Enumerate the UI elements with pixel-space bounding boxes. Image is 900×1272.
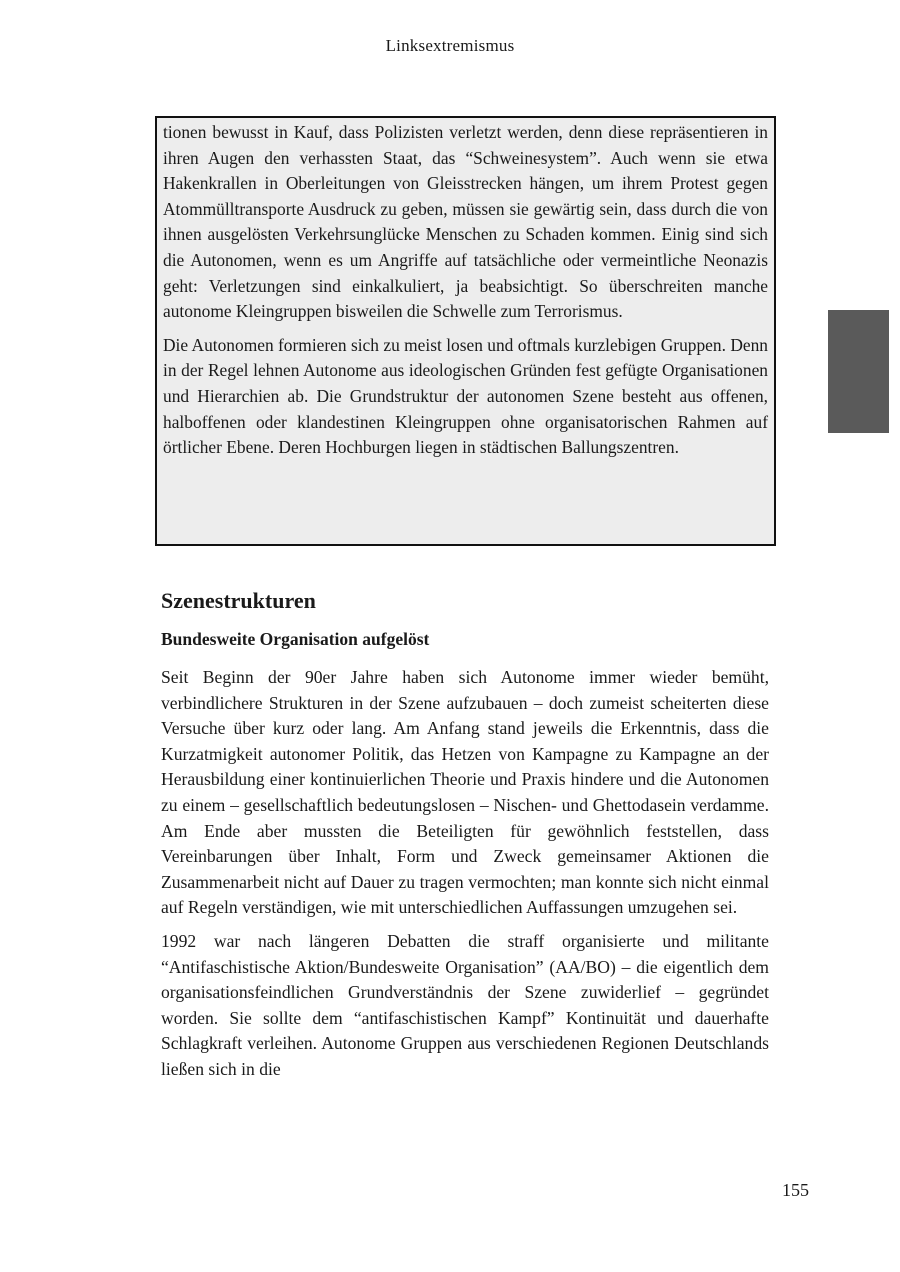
running-header: Linksextremismus bbox=[385, 36, 515, 55]
box-paragraph-2: Die Autonomen formieren sich zu meist losen und oftmals kurzlebigen Gruppen. Denn in der Regel lehnen Autonome aus ideologischen Gründen fest gefügte Organisationen und Hierarchien ab. Die Grundstruktur der autonomen Szene besteht aus offenen, halboffenen oder klandestinen Kleingruppen ohne organisatorischen Rahmen auf örtlicher Ebene. Deren Hochburgen liegen in städtischen Ballungszentren. bbox=[163, 334, 768, 458]
page-number: 155 bbox=[782, 1180, 809, 1200]
body-text bbox=[161, 665, 769, 1091]
body-paragraph-2: 1992 war nach längeren Debatten die straff organisierte und militante “Antifaschistische Aktion/Bundesweite Organisation” (AA/BO) – die eigentlich dem organisationsfeindlichen Grundverständnis der Szene zuwiderlief – gegründet worden. Sie sollte dem “antifaschistischen Kampf” Kontinuität und dauerhafte Schlagkraft verleihen. Autonome Gruppen aus verschiedenen Regionen Deutschlands ließen sich in die bbox=[161, 930, 769, 1079]
box-paragraph-1: tionen bewusst in Kauf, dass Polizisten verletzt werden, denn diese repräsentieren in ihren Augen den verhassten Staat, das “Schweinesystem”. Auch wenn sie etwa Hakenkrallen in Oberleitungen von Gleisstrecken hängen, um ihrem Protest gegen Atommülltransporte Ausdruck zu geben, müssen sie gewärtig sein, dass durch die von ihnen ausgelösten Verkehrsunglücke Menschen zu Schaden kommen. Einig sind sich die Autonomen, wenn es um Angriffe auf tatsächliche oder vermeintliche Neonazis geht: Verletzungen sind einkalkuliert, ja beabsichtigt. So überschreiten manche autonome Kleingruppen bisweilen die Schwelle zum Terrorismus. bbox=[163, 122, 768, 322]
section-title: Szenestrukturen bbox=[161, 588, 316, 613]
info-box bbox=[155, 116, 776, 546]
body-paragraph-1: Seit Beginn der 90er Jahre haben sich Autonome immer wieder bemüht, verbindlichere Strukturen in der Szene aufzubauen – doch zumeist scheiterten diese Versuche über kurz oder lang. Am Anfang stand jeweils die Erkenntnis, dass die Kurzatmigkeit autonomer Politik, das Hetzen von Kampagne zu Kampagne an der Herausbildung einer kontinuierlichen Theorie und Praxis hindere und die Autonomen zu einem – gesellschaftlich bedeutungslosen – Nischen- und Ghettodasein verdamme. Am Ende aber mussten die Beteiligten für gewöhnlich feststellen, dass Vereinbarungen über Inhalt, Form und Zweck gemeinsamer Aktionen die Zusammenarbeit nicht auf Dauer zu tragen vermochten; man konnte sich nicht einmal auf Regeln verständigen, wie mit unterschiedlichen Auffassungen umzugehen sei. bbox=[161, 667, 769, 918]
chapter-thumb-tab bbox=[828, 310, 889, 433]
subsection-title: Bundesweite Organisation aufgelöst bbox=[161, 629, 430, 649]
